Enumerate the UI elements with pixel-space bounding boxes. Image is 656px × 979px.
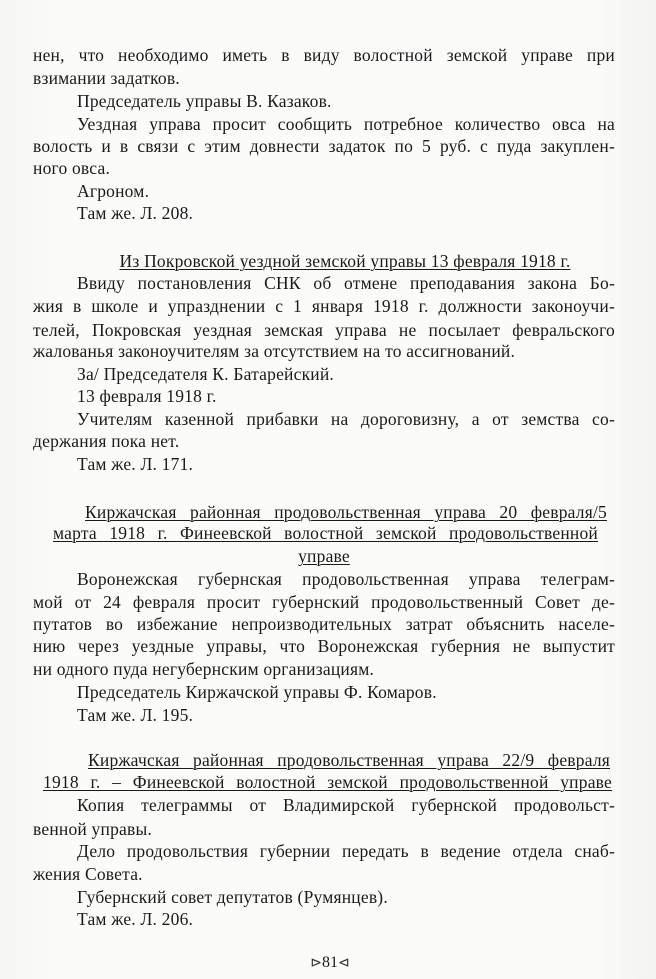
ornament-left-icon: ⊳ [310,956,322,971]
source-reference: Там же. Л. 195. [77,705,194,725]
body-line: Ввиду постановления СНК об отмене преподавания закона Бо- [77,273,615,293]
page-number-text: 81 [322,954,338,971]
signature-line: Губернский совет депутатов (Румянцев). [77,887,388,907]
date-line: 13 февраля 1918 г. [77,386,217,406]
section-heading: марта 1918 г. Финеевской волостной земской продовольственной [53,523,598,543]
section-heading: управе [298,546,350,566]
body-line: волость и в связи с этим довнести задаток по 5 руб. с пуда закуплен- [33,136,615,156]
section-heading: Киржачская районная продовольственная управа 20 февраля/5 [85,502,607,522]
body-line: ни одного пуда негубернским организациям. [33,659,375,679]
body-line: мой от 24 февраля просит губернский продовольственный Совет де- [33,592,615,612]
signature-line: Председатель управы В. Казаков. [77,91,332,111]
body-line: Дело продовольствия губернии передать в ведение отдела снаб- [77,841,615,861]
body-line: путатов во избежание непроизводительных затрат объяснить населе- [33,614,615,634]
body-line: Воронежская губернская продовольственная управа телеграм- [77,569,615,589]
body-line: взимании задатков. [33,68,180,88]
body-line: держания пока нет. [33,431,180,451]
body-line: Уездная управа просит сообщить потребное количество овса на [77,114,615,134]
body-line: жалованья законоучителям за отсутствием на то ассигнований. [33,341,516,361]
body-line: ного овса. [33,158,111,178]
body-line: нию через уездные управы, что Воронежская губерния не выпустит [33,636,615,656]
source-reference: Там же. Л. 206. [77,909,194,929]
body-line: Копия телеграммы от Владимирской губернской продовольст- [77,795,615,815]
body-line: Учителям казенной прибавки на дороговизну, а от земства со- [77,409,615,429]
section-heading: 1918 г. – Финеевской волостной земской продовольственной управе [43,772,612,792]
signature-line: Председатель Киржачской управы Ф. Комаров. [77,682,437,702]
body-line: жия в школе и упразднении с 1 января 1918 г. должности законоучи- [33,296,615,316]
body-line: телей, Покровская уездная земская управа не посылает февральского [33,320,615,340]
signature-line: За/ Председателя К. Батарейский. [77,364,334,384]
section-heading: Киржачская районная продовольственная управа 22/9 февраля [88,750,610,770]
signature-line: Агроном. [77,181,150,201]
source-reference: Там же. Л. 208. [77,203,194,223]
ornament-right-icon: ⊲ [338,956,350,971]
source-reference: Там же. Л. 171. [77,454,194,474]
body-line: венной управы. [33,819,152,839]
page-number [300,952,360,975]
body-line: жения Совета. [33,864,143,884]
section-heading: Из Покровской уездной земской управы 13 февраля 1918 г. [119,251,571,271]
body-line: нен, что необходимо иметь в виду волостной земской управе при [33,45,615,65]
